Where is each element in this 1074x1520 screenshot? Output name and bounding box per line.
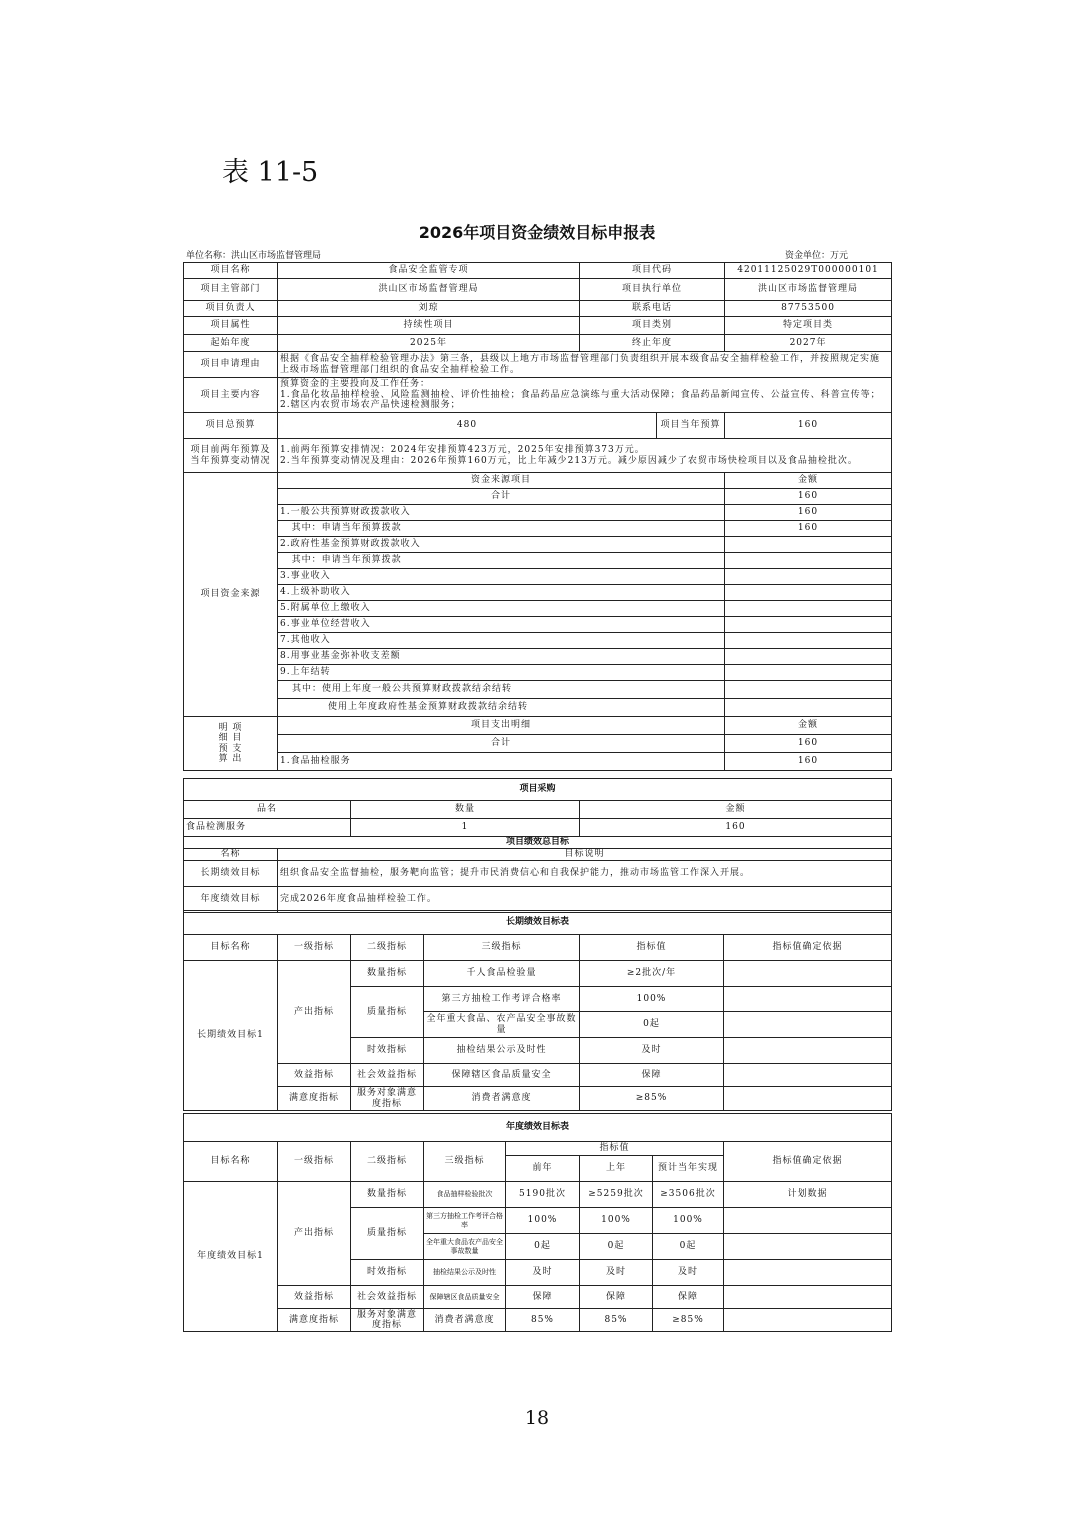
- section-header: 项目采购: [184, 779, 892, 801]
- unit-line: [186, 248, 890, 262]
- cell: [724, 1038, 892, 1064]
- cell: 产出指标: [278, 1182, 351, 1286]
- cell: 刘琼: [278, 301, 580, 317]
- cell: 160: [580, 819, 892, 837]
- basic-info-table: [183, 262, 892, 771]
- cell: 服务对象满意度指标: [351, 1309, 424, 1332]
- cell: 质量指标: [351, 987, 424, 1038]
- section-header: 项目绩效总目标: [184, 837, 892, 849]
- cell: 1: [351, 819, 580, 837]
- table-row: [184, 1064, 892, 1087]
- cell: [725, 681, 892, 699]
- table-row: [184, 473, 892, 489]
- cell: 保障辖区食品质量安全: [424, 1286, 506, 1309]
- cell: 8.用事业基金弥补收支差额: [278, 649, 725, 665]
- cell: 100%: [580, 987, 724, 1012]
- cell: 5.附属单位上缴收入: [278, 601, 725, 617]
- cell: 100%: [580, 1208, 653, 1234]
- cell: 及时: [506, 1260, 580, 1286]
- cell: 效益指标: [278, 1064, 351, 1087]
- table-row: [184, 505, 892, 521]
- cell: 长期绩效目标: [184, 861, 278, 887]
- cell: [724, 961, 892, 987]
- cell: 0起: [653, 1234, 724, 1260]
- table-row: [184, 861, 892, 887]
- procurement-table: [183, 778, 892, 913]
- cell: 及时: [653, 1260, 724, 1286]
- annual-goal-table: [183, 1113, 892, 1332]
- cell: 消费者满意度: [424, 1309, 506, 1332]
- cell: [725, 553, 892, 569]
- cell: 三级指标: [424, 1142, 506, 1182]
- cell: 保障: [580, 1286, 653, 1309]
- cell: 持续性项目: [278, 317, 580, 335]
- table-row: [184, 263, 892, 279]
- table-row: [184, 1182, 892, 1208]
- table-row: [184, 735, 892, 753]
- cell: 起始年度: [184, 335, 278, 352]
- cell: 项目资金来源: [184, 473, 278, 717]
- table-row: [184, 601, 892, 617]
- cell: 480: [278, 413, 657, 439]
- table-row: [184, 887, 892, 913]
- cell: 使用上年度政府性基金预算财政拨款结余结转: [278, 699, 725, 717]
- page-number: 18: [524, 1407, 550, 1429]
- table-row: [184, 279, 892, 301]
- cell: [725, 617, 892, 633]
- cell: 指标值确定依据: [724, 935, 892, 961]
- cell: [725, 537, 892, 553]
- cell: 消费者满意度: [424, 1087, 580, 1111]
- cell: 食品安全监管专项: [278, 263, 580, 279]
- cell: [724, 1309, 892, 1332]
- cell: [184, 717, 278, 771]
- cell: 85%: [580, 1309, 653, 1332]
- table-row: [184, 439, 892, 473]
- cell: 项目执行单位: [580, 279, 725, 301]
- cell: [725, 569, 892, 585]
- table-row: [184, 585, 892, 601]
- cell: [724, 1234, 892, 1260]
- cell: 社会效益指标: [351, 1286, 424, 1309]
- expense-label-line: 算 出: [218, 753, 243, 764]
- cell: 预计当年实现: [653, 1156, 724, 1182]
- cell: [724, 1208, 892, 1234]
- cell: 组织食品安全监督抽检，服务靶向监管；提升市民消费信心和自我保护能力，推动市场监管工作深入开展。: [278, 861, 892, 887]
- cell: 项目支出明细: [278, 717, 725, 735]
- cell: 抽检结果公示及时性: [424, 1038, 580, 1064]
- table-row: [184, 521, 892, 537]
- cell: 一级指标: [278, 1142, 351, 1182]
- cell: 计划数据: [724, 1182, 892, 1208]
- cell: 160: [725, 521, 892, 537]
- table-row: [184, 1286, 892, 1309]
- cell: 目标名称: [184, 1142, 278, 1182]
- cell: 食品抽样检验批次: [424, 1182, 506, 1208]
- table-row: [184, 801, 892, 819]
- cell: 及时: [580, 1038, 724, 1064]
- content-line: 预算资金的主要投向及工作任务：: [280, 379, 431, 390]
- cell: 食品检测服务: [184, 819, 351, 837]
- cell: 全年重大食品、农产品安全事故数量: [424, 1012, 580, 1038]
- table-row: [184, 569, 892, 585]
- table-row: [184, 1114, 892, 1142]
- cell: 5190批次: [506, 1182, 580, 1208]
- cell: 指标值: [506, 1142, 724, 1156]
- cell: [724, 1260, 892, 1286]
- cell: 项目名称: [184, 263, 278, 279]
- table-row: [184, 352, 892, 378]
- cell: 合计: [278, 735, 725, 753]
- table-row: [184, 1309, 892, 1332]
- cell: 三级指标: [424, 935, 580, 961]
- cell: 终止年度: [580, 335, 725, 352]
- long-term-goal-table: [183, 910, 892, 1111]
- expense-label-line: 细 目: [218, 733, 243, 744]
- cell: 保障: [580, 1064, 724, 1087]
- cell: 数量: [351, 801, 580, 819]
- table-row: [184, 553, 892, 569]
- table-row: [184, 779, 892, 801]
- cell: 目标说明: [278, 849, 892, 861]
- cell: 社会效益指标: [351, 1064, 424, 1087]
- table-row: [184, 935, 892, 961]
- cell: 指标值: [580, 935, 724, 961]
- table-row: [184, 819, 892, 837]
- cell: 2025年: [278, 335, 580, 352]
- cell: 6.事业单位经营收入: [278, 617, 725, 633]
- cell: 合计: [278, 489, 725, 505]
- cell: 87753500: [725, 301, 892, 317]
- cell: 1.一般公共预算财政拨款收入: [278, 505, 725, 521]
- cell: 其中：使用上年度一般公共预算财政拨款结余结转: [278, 681, 725, 699]
- cell: 项目主要内容: [184, 378, 278, 413]
- cell: 质量指标: [351, 1208, 424, 1260]
- cell: [725, 649, 892, 665]
- cell: 二级指标: [351, 1142, 424, 1182]
- cell: 年度绩效目标1: [184, 1182, 278, 1332]
- unit-name: 单位名称：洪山区市场监督管理局: [186, 251, 322, 261]
- cell: 名称: [184, 849, 278, 861]
- cell: 2027年: [725, 335, 892, 352]
- cell: 0起: [580, 1234, 653, 1260]
- cell: 保障: [506, 1286, 580, 1309]
- cell: 金额: [725, 717, 892, 735]
- cell: 金额: [725, 473, 892, 489]
- expense-label-line: 明 项: [218, 722, 243, 733]
- cell: 项目属性: [184, 317, 278, 335]
- table-row: [184, 837, 892, 849]
- cell: 根据《食品安全抽样检验管理办法》第三条，县级以上地方市场监督管理部门负责组织开展本级食品安全抽样检验工作，并按照规定实施上级市场监督管理部门组织的食品安全抽样检验工作。: [278, 352, 892, 378]
- cell: 品名: [184, 801, 351, 819]
- cell: 满意度指标: [278, 1087, 351, 1111]
- cell: 一级指标: [278, 935, 351, 961]
- cell: [725, 601, 892, 617]
- cell: 160: [725, 735, 892, 753]
- table-row: [184, 753, 892, 771]
- cell: ≥85%: [580, 1087, 724, 1111]
- cell: 1.食品抽检服务: [278, 753, 725, 771]
- cell: [724, 1064, 892, 1087]
- cell: 产出指标: [278, 961, 351, 1064]
- cell: 资金来源项目: [278, 473, 725, 489]
- cell: 160: [725, 489, 892, 505]
- cell: [278, 378, 892, 413]
- cell: 7.其他收入: [278, 633, 725, 649]
- cell: 9.上年结转: [278, 665, 725, 681]
- cell: 项目代码: [580, 263, 725, 279]
- table-row: [184, 911, 892, 935]
- cell: 项目类别: [580, 317, 725, 335]
- cell: [724, 1087, 892, 1111]
- cell: 项目负责人: [184, 301, 278, 317]
- table-row: [184, 665, 892, 681]
- expense-label-line: 预 支: [218, 743, 243, 754]
- cell: 指标值确定依据: [724, 1142, 892, 1182]
- cell: ≥85%: [653, 1309, 724, 1332]
- cell: [724, 1012, 892, 1038]
- table-row: [184, 413, 892, 439]
- cell: 时效指标: [351, 1260, 424, 1286]
- cell: 全年重大食品农产品安全事故数量: [424, 1234, 506, 1260]
- table-row: [184, 537, 892, 553]
- cell: 项目当年预算: [657, 413, 725, 439]
- section-header: 长期绩效目标表: [184, 911, 892, 935]
- cell: ≥5259批次: [580, 1182, 653, 1208]
- table-row: [184, 301, 892, 317]
- cell: 100%: [653, 1208, 724, 1234]
- cell: 0起: [506, 1234, 580, 1260]
- cell: 完成2026年度食品抽样检验工作。: [278, 887, 892, 913]
- cell: 项目总预算: [184, 413, 278, 439]
- cell: [725, 585, 892, 601]
- table-row: [184, 717, 892, 735]
- cell: 洪山区市场监督管理局: [725, 279, 892, 301]
- table-row: [184, 617, 892, 633]
- section-header: 年度绩效目标表: [184, 1114, 892, 1142]
- cell: [725, 633, 892, 649]
- cell: [725, 699, 892, 717]
- cell: 目标名称: [184, 935, 278, 961]
- cell: 第三方抽检工作考评合格率: [424, 987, 580, 1012]
- table-row: [184, 849, 892, 861]
- money-unit: 资金单位：万元: [784, 251, 848, 261]
- cell: 4.上级补助收入: [278, 585, 725, 601]
- cell: 联系电话: [580, 301, 725, 317]
- cell: 其中：申请当年预算拨款: [278, 553, 725, 569]
- cell: 金额: [580, 801, 892, 819]
- cell: 160: [725, 753, 892, 771]
- cell: 长期绩效目标1: [184, 961, 278, 1111]
- cell: [725, 665, 892, 681]
- cell: 数量指标: [351, 961, 424, 987]
- cell: 100%: [506, 1208, 580, 1234]
- cell: 160: [725, 413, 892, 439]
- table-row: [184, 317, 892, 335]
- cell: 项目主管部门: [184, 279, 278, 301]
- table-row: [184, 961, 892, 987]
- cell: 其中：申请当年预算拨款: [278, 521, 725, 537]
- cell: 满意度指标: [278, 1309, 351, 1332]
- cell: 时效指标: [351, 1038, 424, 1064]
- table-row: [184, 649, 892, 665]
- table-row: [184, 1087, 892, 1111]
- cell: 85%: [506, 1309, 580, 1332]
- cell: 特定项目类: [725, 317, 892, 335]
- cell: 洪山区市场监督管理局: [278, 279, 580, 301]
- cell: 项目前两年预算及当年预算变动情况: [184, 439, 278, 473]
- change-line: 1.前两年预算安排情况：2024年安排预算423万元，2025年安排预算373万元。: [280, 445, 645, 456]
- table-row: [184, 335, 892, 352]
- cell: 42011125029T000000101: [725, 263, 892, 279]
- cell: ≥2批次/年: [580, 961, 724, 987]
- table-row: [184, 699, 892, 717]
- cell: 二级指标: [351, 935, 424, 961]
- cell: 0起: [580, 1012, 724, 1038]
- table-row: [184, 633, 892, 649]
- cell: 年度绩效目标: [184, 887, 278, 913]
- cell: 数量指标: [351, 1182, 424, 1208]
- cell: [724, 987, 892, 1012]
- cell: 保障: [653, 1286, 724, 1309]
- cell: 项目申请理由: [184, 352, 278, 378]
- table-row: [184, 1142, 892, 1156]
- table-row: [184, 489, 892, 505]
- cell: 160: [725, 505, 892, 521]
- table-row: [184, 681, 892, 699]
- cell: 2.政府性基金预算财政拨款收入: [278, 537, 725, 553]
- cell: ≥3506批次: [653, 1182, 724, 1208]
- cell: 第三方抽检工作考评合格率: [424, 1208, 506, 1234]
- cell: [724, 1286, 892, 1309]
- cell: 服务对象满意度指标: [351, 1087, 424, 1111]
- cell: 上年: [580, 1156, 653, 1182]
- cell: 千人食品检验量: [424, 961, 580, 987]
- cell: 前年: [506, 1156, 580, 1182]
- change-line: 2.当年预算变动情况及理由：2026年预算160万元，比上年减少213万元。减少原因减少了农贸市场快检项目以及食品抽检批次。: [280, 455, 858, 466]
- table-row: [184, 378, 892, 413]
- cell: 3.事业收入: [278, 569, 725, 585]
- cell: 效益指标: [278, 1286, 351, 1309]
- form-title: 2026年项目资金绩效目标申报表: [418, 223, 656, 242]
- cell: 抽检结果公示及时性: [424, 1260, 506, 1286]
- content-line: 1.食品化妆品抽样检验、风险监测抽检、评价性抽检；食品药品应急演练与重大活动保障；食品药品新闻宣传、公益宣传、科普宣传等； 2.辖区内农贸市场农产品快速检测服务；: [280, 389, 881, 411]
- document-label: 表 11-5: [222, 157, 319, 188]
- cell: 及时: [580, 1260, 653, 1286]
- cell: [278, 439, 892, 473]
- cell: 保障辖区食品质量安全: [424, 1064, 580, 1087]
